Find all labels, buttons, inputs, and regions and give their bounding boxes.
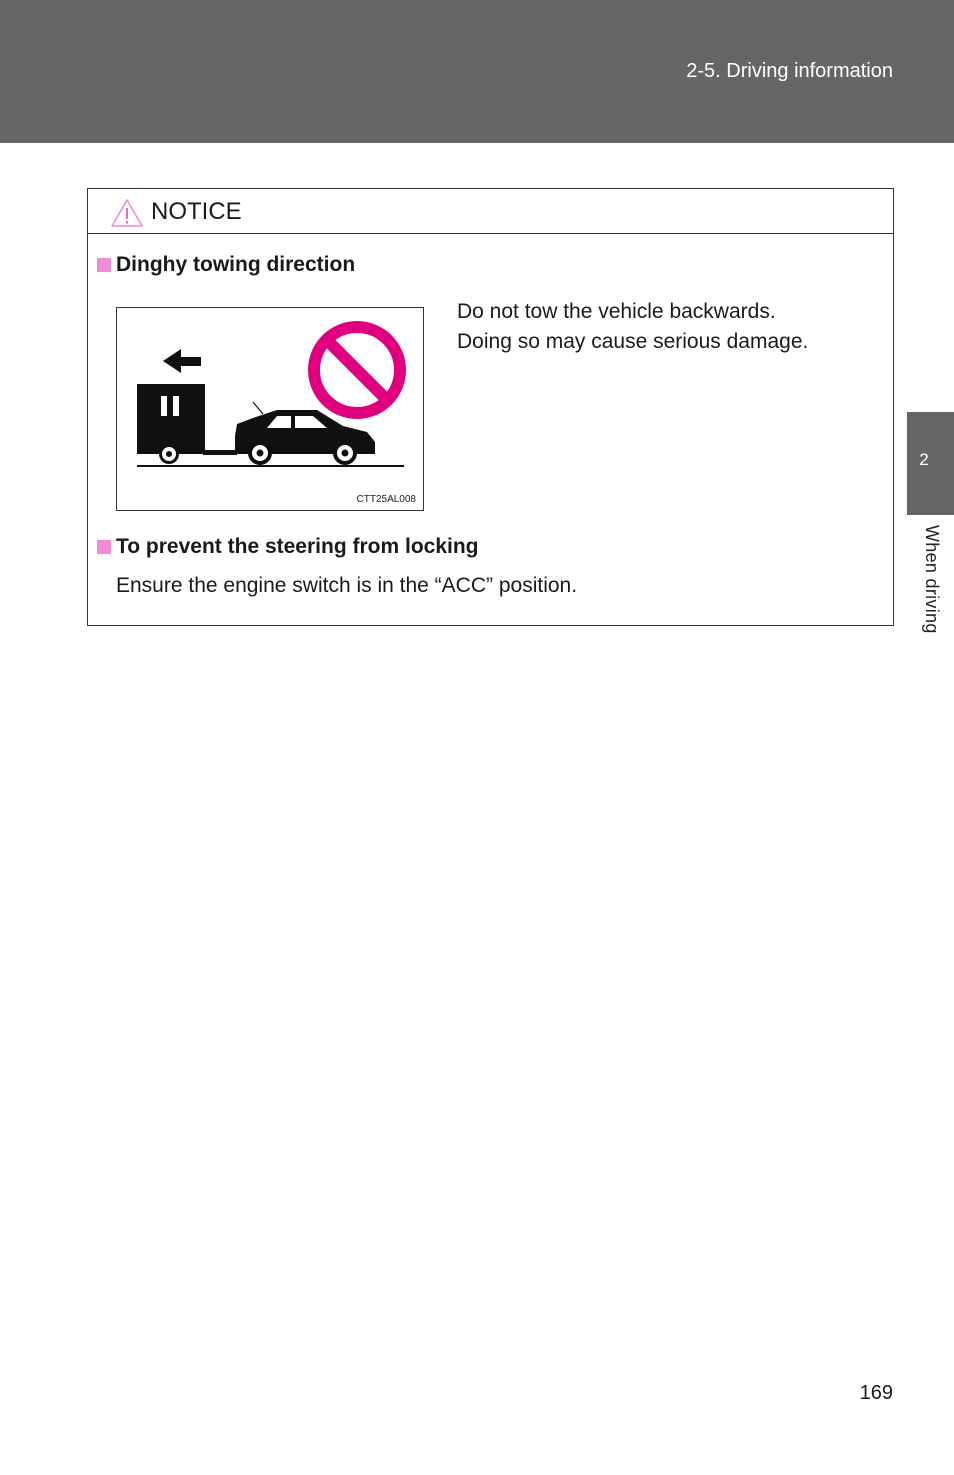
section-bullet xyxy=(97,258,111,272)
chapter-label: When driving xyxy=(922,525,942,634)
figure-code: CTT25AL008 xyxy=(356,494,416,505)
header-band xyxy=(0,0,954,143)
steering-lock-text: Ensure the engine switch is in the “ACC” position. xyxy=(116,574,578,597)
dinghy-warning-line1: Do not tow the vehicle backwards. xyxy=(457,300,776,323)
chapter-number: 2 xyxy=(919,450,929,469)
page-number: 169 xyxy=(859,1382,893,1404)
warning-triangle-icon xyxy=(110,198,144,228)
section-title: 2-5. Driving information xyxy=(686,60,893,82)
notice-header xyxy=(88,189,893,234)
section-heading-steering-lock: To prevent the steering from locking xyxy=(116,535,479,558)
arrow-left-icon xyxy=(163,349,201,373)
dinghy-warning-line2: Doing so may cause serious damage. xyxy=(457,330,809,353)
section-bullet xyxy=(97,540,111,554)
prohibition-icon xyxy=(314,327,400,413)
towing-illustration-graphic xyxy=(117,308,425,512)
chapter-tab xyxy=(907,412,954,515)
notice-title: NOTICE xyxy=(151,198,242,225)
towing-illustration xyxy=(116,307,424,511)
notice-box xyxy=(87,188,894,626)
tow-truck-shape xyxy=(137,384,237,464)
section-heading-dinghy-towing: Dinghy towing direction xyxy=(116,253,356,276)
